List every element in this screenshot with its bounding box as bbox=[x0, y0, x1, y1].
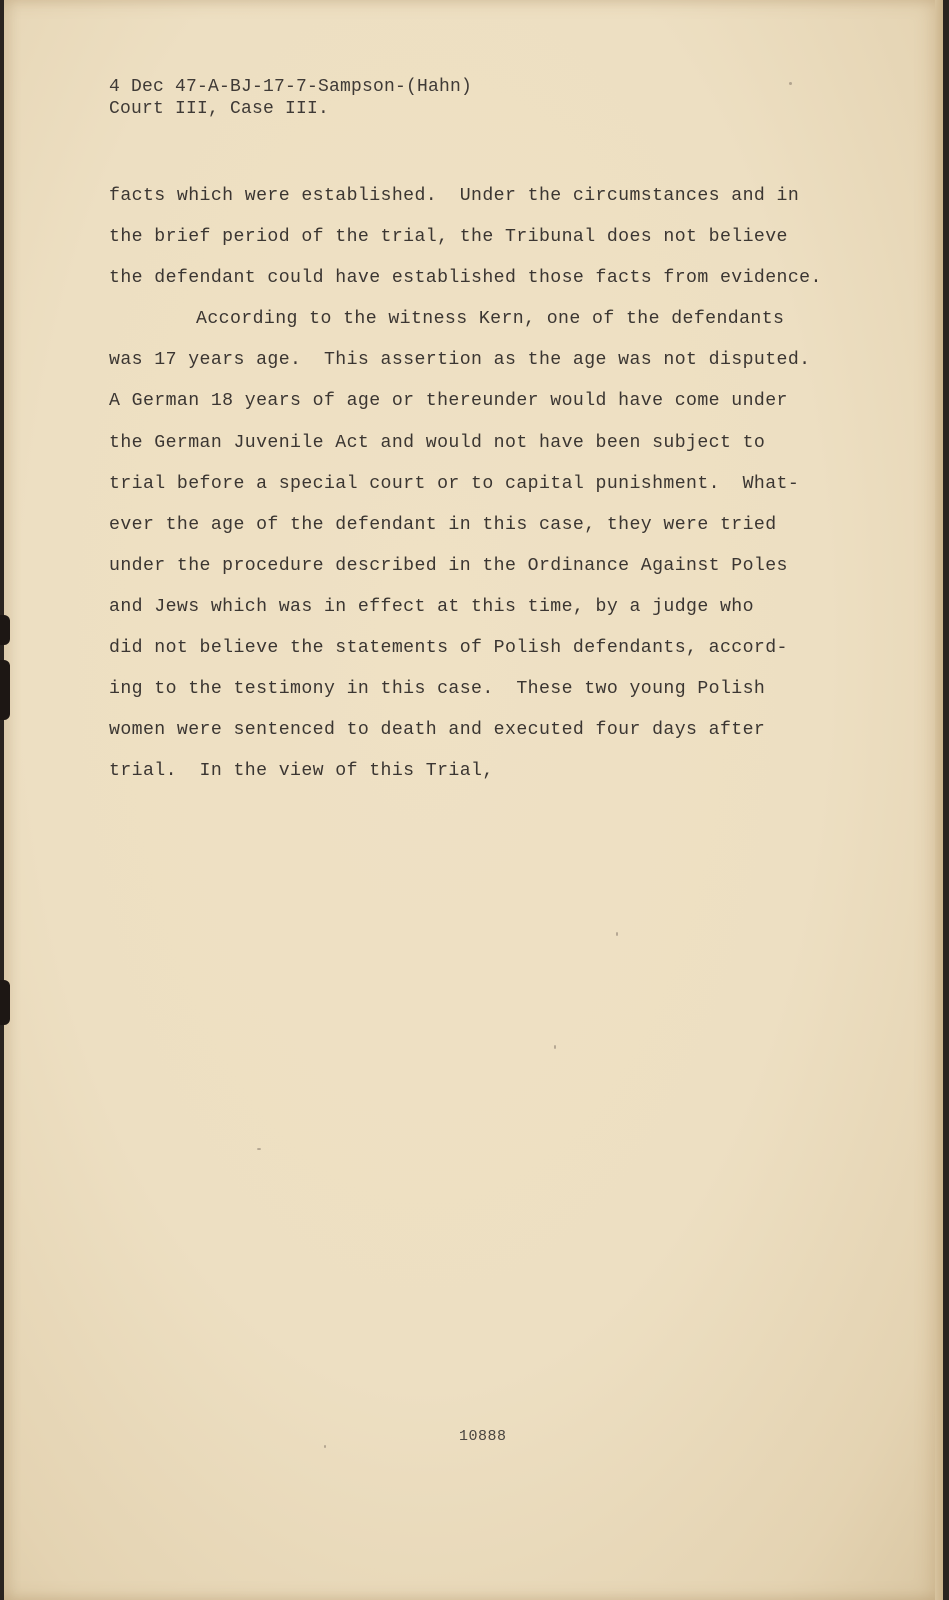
binding-hole bbox=[0, 615, 10, 645]
page-edge-shadow bbox=[935, 0, 943, 1600]
body-line: facts which were established. Under the circumstances and in bbox=[109, 186, 800, 206]
body-line: trial. In the view of this Trial, bbox=[109, 761, 494, 782]
body-line: under the procedure described in the Ordinance Against Poles bbox=[109, 555, 788, 576]
paper-speck bbox=[554, 1045, 556, 1049]
body-line: the brief period of the trial, the Tribunal does not believe bbox=[109, 227, 788, 248]
body-line: ever the age of the defendant in this case, they were tried bbox=[109, 514, 777, 535]
body-line: A German 18 years of age or thereunder would have come under bbox=[109, 391, 788, 412]
header-reference-line: 4 Dec 47-A-BJ-17-7-Sampson-(Hahn) bbox=[109, 77, 473, 97]
page-number: 10888 bbox=[459, 1428, 507, 1445]
body-line: ing to the testimony in this case. These two young Polish bbox=[109, 679, 766, 700]
header-court-line: Court III, Case III. bbox=[109, 99, 330, 119]
body-line: women were sentenced to death and executed four days after bbox=[109, 720, 766, 741]
body-line: the defendant could have established those facts from evidence. bbox=[109, 268, 822, 289]
body-line: the German Juvenile Act and would not have been subject to bbox=[109, 432, 766, 453]
document-header bbox=[109, 76, 472, 120]
paper-speck bbox=[616, 932, 618, 936]
paper-speck bbox=[789, 82, 792, 85]
document-page bbox=[4, 0, 943, 1600]
paper-speck bbox=[257, 1148, 261, 1150]
binding-hole bbox=[0, 660, 10, 720]
binding-hole bbox=[0, 980, 10, 1025]
body-line: did not believe the statements of Polish defendants, accord- bbox=[109, 638, 788, 659]
body-line: was 17 years age. This assertion as the age was not disputed. bbox=[109, 350, 811, 371]
body-line: trial before a special court or to capital punishment. What- bbox=[109, 473, 800, 494]
paper-speck bbox=[324, 1445, 326, 1448]
body-line: and Jews which was in effect at this time, by a judge who bbox=[109, 596, 754, 617]
body-line-paragraph-start: According to the witness Kern, one of the defendants bbox=[196, 309, 785, 330]
typed-body-text bbox=[109, 176, 899, 792]
